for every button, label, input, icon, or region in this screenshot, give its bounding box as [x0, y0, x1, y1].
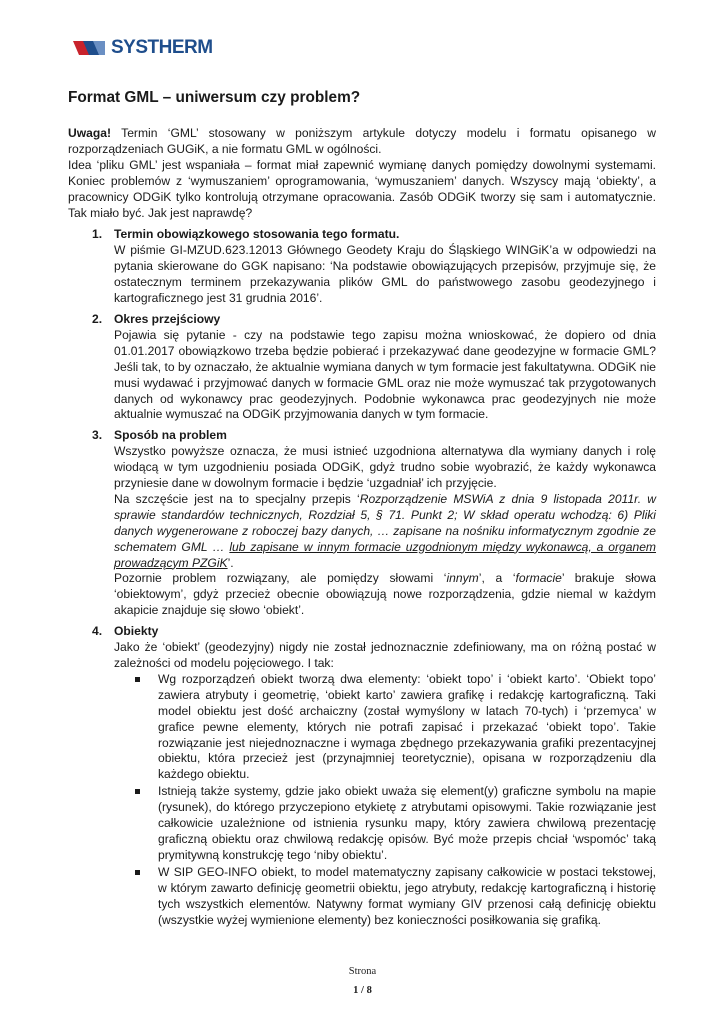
systherm-logo-icon	[73, 39, 107, 57]
section-4	[68, 624, 656, 928]
section-1	[68, 227, 656, 307]
page-title: Format GML – uniwersum czy problem?	[68, 89, 361, 106]
company-logo	[73, 38, 213, 58]
section-text: Wszystko powyższe oznacza, że musi istnieć uzgodniona alternatywa dla wymiany danych i rolę wiodącą w tym uzgodnieniu posiada ODGiK, gdyż trudno sobie wyobrazić, że każdy wykonawca przyniesie dane w dowolnym formacie i będzie ‘uzgadniał’ ich przyjęcie.	[114, 444, 656, 491]
sections-list	[68, 227, 656, 928]
section-number: 4.	[92, 624, 103, 639]
warning-label: Uwaga!	[68, 126, 112, 140]
footer-label: Strona	[348, 966, 377, 977]
square-bullet-icon	[135, 677, 140, 682]
list-item: Wg rozporządzeń obiekt tworzą dwa elementy: ‘obiekt topo’ i ‘obiekt karto’. ‘Obiekt topo’ zawiera atrybuty i geometrię, ‘obiekt karto’ zawiera grafikę i redakcję kartograficzną. Taki model obiektu jest dość archaiczny (został wymyślony w latach 70-tych) i ‘przemyca’ w grafice pewne elementy, których nie potrafi zapisać i przekazać ‘obiekt topo’. Takie rozwiązanie jest niejednoznaczne i wymaga zbędnego przekazywania grafiki prezentacyjnej obiektu, która przecież jest (przynajmniej teoretycznie), opisana w rozporządzeniu dla każdego obiektu.	[114, 672, 656, 783]
intro-paragraph: Idea ‘pliku GML’ jest wspaniała – format miał zapewnić wymianę danych pomiędzy dowolnymi systemami. Koniec problemów z ‘wymuszaniem’ oprogramowania, ‘wymuszaniem’ danych. Wszyscy mają ‘obiekty’, a pracownicy ODGiK tylko kontrolują otrzymane opracowania. Zasób ODGiK tworzy się sam i automatycznie. Tak miało być. Jak jest naprawdę?	[68, 157, 656, 220]
warning-paragraph	[68, 126, 656, 158]
document-body	[68, 88, 656, 933]
section-title: Termin obowiązkowego stosowania tego formatu.	[114, 227, 400, 242]
section-number: 2.	[92, 311, 103, 326]
section-2	[68, 312, 656, 423]
square-bullet-icon	[135, 789, 140, 794]
section-text: Jako że ‘obiekt’ (geodezyjny) nigdy nie został jednoznacznie zdefiniowany, ma on różną postać w zależności od modelu pojęciowego. I tak:	[114, 640, 656, 670]
regulation-quote: Na szczęście jest na to specjalny przepis ‘Rozporządzenie MSWiA z dnia 9 listopada 2011r. w sprawie standardów technicznych, Rozdział 5, § 71. Punkt 2; W skład operatu wchodzą: 6) Pliki danych wygenerowane z roboczej bazy danych, … zapisane na nośniku informatycznym zgodnie ze schematem GML … lub zapisane w innym formacie uzgodnionym między wykonawcą, a organem prowadzącym PZGiK’.	[114, 491, 657, 570]
warning-text: Termin ‘GML’ stosowany w poniższym artykule dotyczy modelu i formatu opisanego w rozporządzeniach GUGiK, a nie formatu GML w ogólności.	[68, 126, 656, 156]
section-title: Sposób na problem	[114, 428, 227, 443]
section-number: 1.	[92, 227, 103, 242]
logo-text: SYSTHERM	[111, 37, 213, 58]
bullet-list	[114, 672, 656, 929]
intro	[68, 126, 656, 221]
section-text: Pojawia się pytanie - czy na podstawie tego zapisu można wnioskować, że dopiero od dnia 01.01.2017 obowiązkowo trzeba będzie pobierać i przekazywać dane geodezyjne w formacie GML? Jeśli tak, to by oznaczało, że aktualnie wymiana danych w tym formacie jest fakultatywna. ODGiK nie musi wydawać i przyjmować danych w formacie GML oraz nie może wymuszać tak przygotowanych danych od wykonawcy prac geodezyjnych. Podobnie wykonawca prac geodezyjnych nie może aktualnie wymuszać na ODGiK przyjmowania danych w tym formacie.	[114, 327, 656, 422]
section-title: Obiekty	[114, 624, 159, 639]
regulation-italic: Rozporządzenie MSWiA z dnia 9 listopada 2011r. w sprawie standardów technicznych, Rozdział 5, § 71. Punkt 2; W skład operatu wchodzą: 6) Pliki danych wygenerowane z roboczej bazy danych, … zapisane na nośniku informatycznym zgodnie ze schematem GML …	[114, 491, 656, 554]
page-number: 1 / 8	[353, 985, 372, 996]
section-3	[68, 428, 656, 619]
list-item: W SIP GEO-INFO obiekt, to model matematyczny zapisany całkowicie w postaci tekstowej, w którym zawarto definicję geometrii obiektu, jego atrybuty, redakcję kartograficzną i historię tych wszystkich elementów. Natywny format wymiany GIV przenosi całą definicję obiektu (wszystkie wyżej wymienione elementy) bez konieczności posiłkowania się grafiką.	[114, 865, 656, 929]
square-bullet-icon	[135, 870, 140, 875]
section-conclusion: Pozornie problem rozwiązany, ale pomiędzy słowami ‘innym’, a ‘formacie’ brakuje słowa ‘obiektowym’, gdyż przecież obecnie obowiązują nowe rozporządzenia, gdzie niemal w każdym akapicie znajduje się słowo ‘obiekt’.	[114, 571, 656, 618]
section-number: 3.	[92, 428, 103, 443]
section-title: Okres przejściowy	[114, 311, 221, 326]
section-text: W piśmie GI-MZUD.623.12013 Głównego Geodety Kraju do Śląskiego WINGiK’a w odpowiedzi na pytania skierowane do GGK napisano: ‘Na podstawie obowiązujących przepisów, przyjmuje się, że ostatecznym terminem przekazywania plików GML do państwowego zasobu geodezyjnego i kartograficznego jest 31 grudnia 2016’.	[114, 243, 656, 306]
regulation-underlined: lub zapisane w innym formacie uzgodnionym między wykonawcą, a organem prowadzącym PZGiK	[114, 539, 657, 570]
list-item: Istnieją także systemy, gdzie jako obiekt uważa się element(y) graficzne symbolu na mapie (rysunek), do którego przyczepiono etykietę z atrybutami opisowymi. Takie rozwiązanie jest całkowicie uzależnione od istnienia rysunku mapy, który zawiera chwilową prezentację graficzną obiektu oraz chwilową redakcję opisów. Być może przepis chciał ‘wspomóc’ taką prymitywną konstrukcję tego ‘niby obiektu’.	[114, 784, 656, 864]
